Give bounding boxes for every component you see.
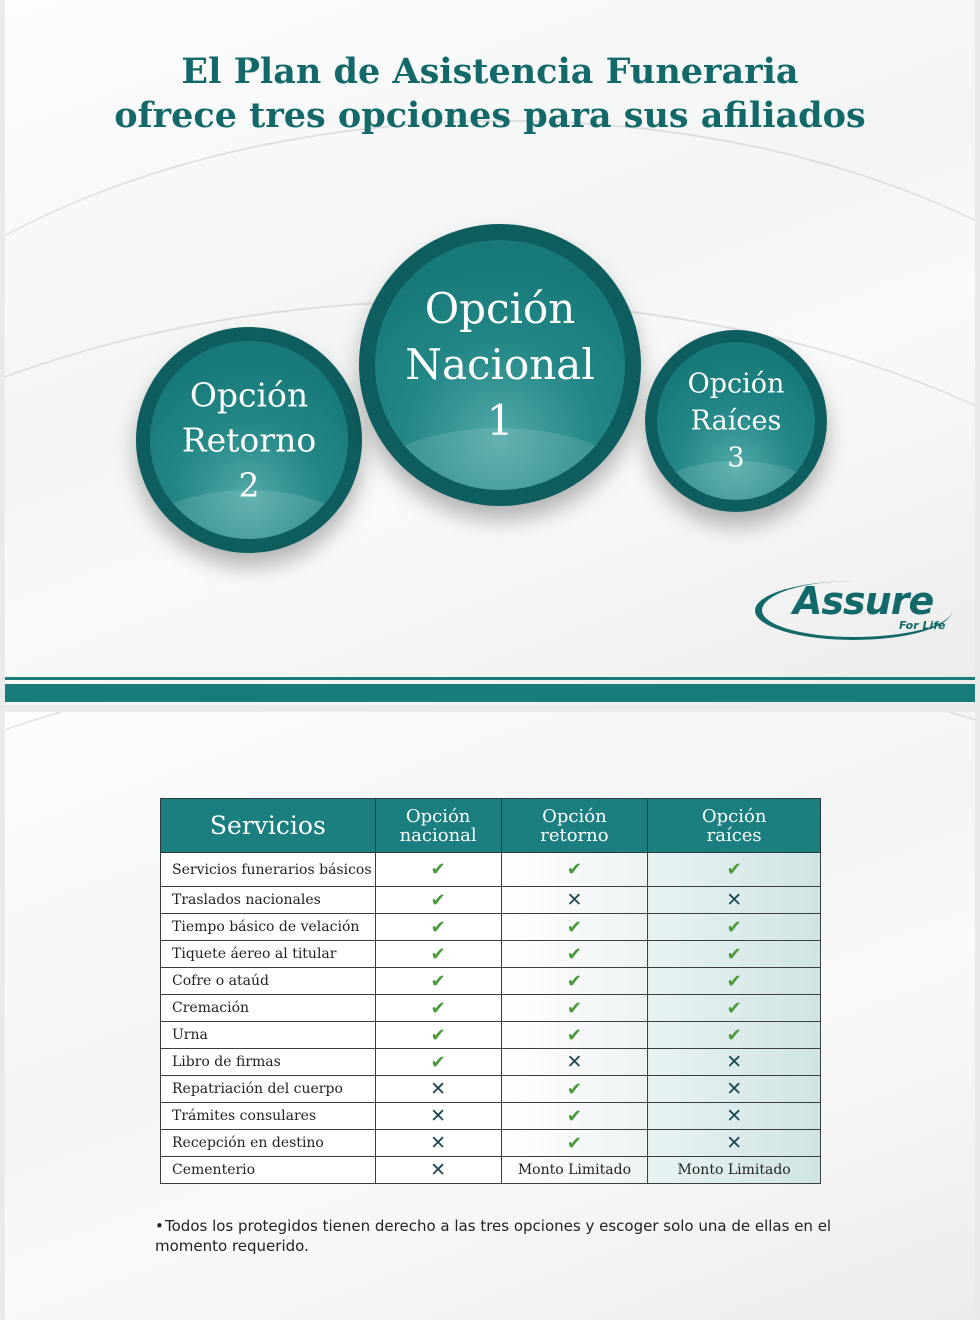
cross-icon: ✕ — [501, 887, 648, 914]
check-icon: ✔ — [375, 941, 501, 968]
logo-word: Assure — [793, 579, 934, 623]
service-name: Cremación — [161, 995, 376, 1022]
cross-icon: ✕ — [375, 1103, 501, 1130]
check-icon: ✔ — [648, 995, 821, 1022]
check-icon: ✔ — [648, 968, 821, 995]
cross-icon: ✕ — [375, 1076, 501, 1103]
footnote-text: Todos los protegidos tienen derecho a las tres opciones y escoger solo una de ellas en el momento requerido. — [155, 1217, 832, 1255]
header-servicios: Servicios — [161, 799, 376, 853]
option-raices-circle — [645, 330, 827, 512]
table-row — [161, 941, 821, 968]
check-icon: ✔ — [375, 968, 501, 995]
option-nacional-circle — [359, 224, 641, 506]
cross-icon: ✕ — [648, 1076, 821, 1103]
header-retorno: Opción retorno — [501, 799, 648, 853]
service-name: Repatriación del cuerpo — [161, 1076, 376, 1103]
slide-services-table — [5, 712, 975, 1320]
service-name: Tiempo básico de velación — [161, 914, 376, 941]
check-icon: ✔ — [375, 887, 501, 914]
table-row — [161, 968, 821, 995]
service-name: Libro de firmas — [161, 1049, 376, 1076]
header-raices: Opción raíces — [648, 799, 821, 853]
footnote — [155, 1216, 845, 1256]
cross-icon: ✕ — [375, 1130, 501, 1157]
check-icon: ✔ — [648, 1022, 821, 1049]
circle-number: 3 — [727, 442, 745, 474]
services-table — [160, 798, 821, 1184]
cross-icon: ✕ — [501, 1049, 648, 1076]
check-icon: ✔ — [501, 1103, 648, 1130]
title-line-1: El Plan de Asistencia Funeraria — [181, 51, 799, 92]
circle-label: Opción — [424, 284, 576, 333]
circle-label: Nacional — [405, 340, 595, 389]
cross-icon: ✕ — [648, 1049, 821, 1076]
service-name: Trámites consulares — [161, 1103, 376, 1130]
cell-text: Monto Limitado — [501, 1157, 648, 1184]
slide-options — [5, 0, 975, 705]
footer-line — [5, 677, 975, 680]
bullet: • — [155, 1217, 164, 1235]
service-name: Recepción en destino — [161, 1130, 376, 1157]
cross-icon: ✕ — [648, 1103, 821, 1130]
check-icon: ✔ — [375, 1049, 501, 1076]
check-icon: ✔ — [501, 968, 648, 995]
table-row — [161, 1076, 821, 1103]
circle-label: Raíces — [690, 405, 782, 437]
table-row — [161, 853, 821, 887]
check-icon: ✔ — [375, 1022, 501, 1049]
check-icon: ✔ — [648, 914, 821, 941]
check-icon: ✔ — [501, 914, 648, 941]
check-icon: ✔ — [501, 1130, 648, 1157]
circle-number: 1 — [486, 396, 514, 445]
header-nacional: Opción nacional — [375, 799, 501, 853]
table-row — [161, 887, 821, 914]
service-name: Cofre o ataúd — [161, 968, 376, 995]
table-row — [161, 1130, 821, 1157]
table-row — [161, 1049, 821, 1076]
cell-text: Monto Limitado — [648, 1157, 821, 1184]
check-icon: ✔ — [375, 995, 501, 1022]
table-row — [161, 1022, 821, 1049]
slide-title — [5, 50, 975, 138]
assure-logo — [753, 575, 958, 645]
option-retorno-circle — [136, 327, 362, 553]
cross-icon: ✕ — [648, 1130, 821, 1157]
check-icon: ✔ — [375, 914, 501, 941]
check-icon: ✔ — [501, 941, 648, 968]
circle-label: Opción — [687, 368, 785, 400]
check-icon: ✔ — [501, 853, 648, 887]
check-icon: ✔ — [648, 853, 821, 887]
cross-icon: ✕ — [375, 1157, 501, 1184]
footer-bar — [5, 684, 975, 702]
logo-tagline: For Life — [899, 619, 946, 632]
check-icon: ✔ — [501, 1022, 648, 1049]
table-row — [161, 1157, 821, 1184]
cross-icon: ✕ — [648, 887, 821, 914]
service-name: Urna — [161, 1022, 376, 1049]
service-name: Cementerio — [161, 1157, 376, 1184]
table-row — [161, 995, 821, 1022]
check-icon: ✔ — [375, 853, 501, 887]
service-name: Tiquete áereo al titular — [161, 941, 376, 968]
service-name: Traslados nacionales — [161, 887, 376, 914]
circle-label: Opción — [189, 375, 309, 415]
table-header-row — [161, 799, 821, 853]
check-icon: ✔ — [501, 1076, 648, 1103]
service-name: Servicios funerarios básicos — [161, 853, 376, 887]
circle-number: 2 — [238, 465, 260, 505]
table-row — [161, 914, 821, 941]
check-icon: ✔ — [648, 941, 821, 968]
title-line-2: ofrece tres opciones para sus afiliados — [114, 95, 866, 136]
table-row — [161, 1103, 821, 1130]
check-icon: ✔ — [501, 995, 648, 1022]
circle-label: Retorno — [181, 420, 317, 460]
